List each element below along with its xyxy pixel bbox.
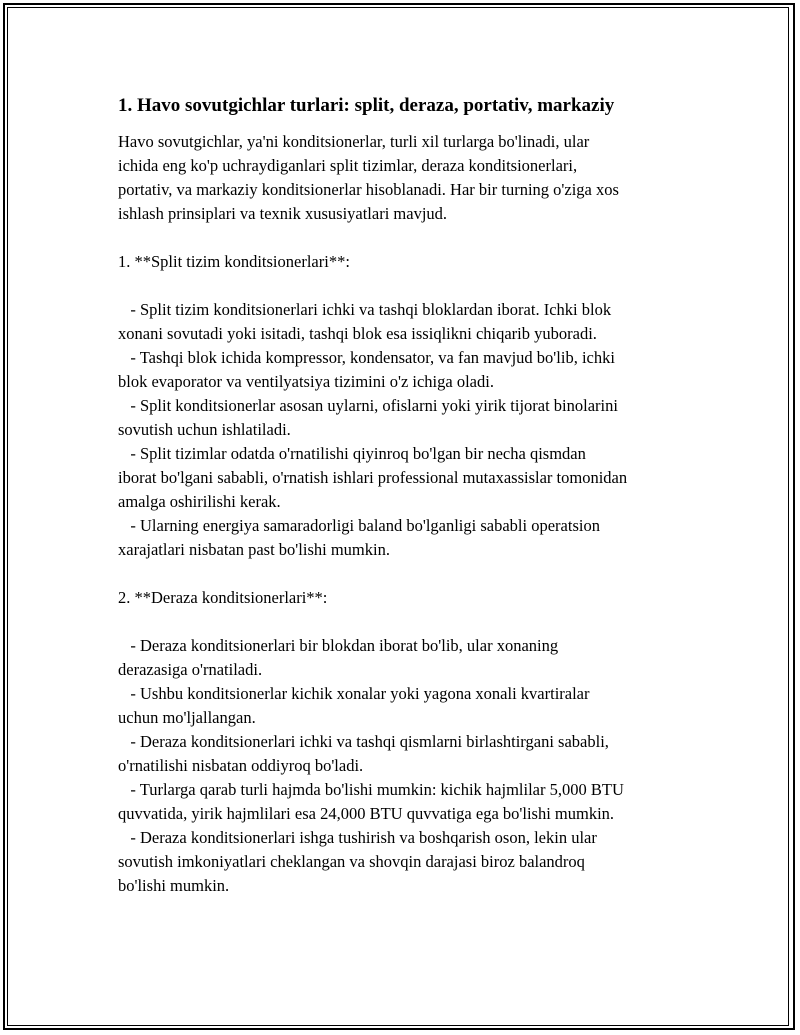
section-line: - Split tizimlar odatda o'rnatilishi qiyinroq bo'lgan bir necha qismdan [118, 444, 586, 463]
spacer [118, 274, 718, 298]
intro-paragraph [118, 130, 718, 226]
section-line: - Ularning energiya samaradorligi baland bo'lganligi sababli operatsion [118, 516, 600, 535]
spacer [118, 562, 718, 586]
spacer [118, 610, 718, 634]
section-line: xonani sovutadi yoki isitadi, tashqi blok esa issiqlikni chiqarib yuboradi. [118, 324, 597, 343]
section-line: - Tashqi blok ichida kompressor, kondensator, va fan mavjud bo'lib, ichki [118, 348, 615, 367]
section-line: - Split konditsionerlar asosan uylarni, ofislarni yoki yirik tijorat binolarini [118, 396, 618, 415]
section-line: sovutish imkoniyatlari cheklangan va shovqin darajasi biroz balandroq [118, 852, 585, 871]
document-body [118, 94, 718, 898]
section-line: - Split tizim konditsionerlari ichki va tashqi bloklardan iborat. Ichki blok [118, 300, 612, 319]
section-line: - Deraza konditsionerlari bir blokdan iborat bo'lib, ular xonaning [118, 636, 559, 655]
section-heading: 1. **Split tizim konditsionerlari**: [118, 252, 350, 271]
intro-line: ishlash prinsiplari va texnik xususiyatlari mavjud. [118, 204, 448, 223]
intro-line: portativ, va markaziy konditsionerlar hisoblanadi. Har bir turning o'ziga xos [118, 180, 619, 199]
spacer [118, 226, 718, 250]
section-heading: 2. **Deraza konditsionerlari**: [118, 588, 328, 607]
document-title: 1. Havo sovutgichlar turlari: split, deraza, portativ, markaziy [118, 95, 615, 116]
section-line: blok evaporator va ventilyatsiya tizimini o'z ichiga oladi. [118, 372, 494, 391]
section-line: - Deraza konditsionerlari ichki va tashqi qismlarni birlashtirgani sababli, [118, 732, 609, 751]
section-line: amalga oshirilishi kerak. [118, 492, 281, 511]
section-line: - Deraza konditsionerlari ishga tushirish va boshqarish oson, lekin ular [118, 828, 597, 847]
section-deraza [118, 586, 718, 898]
section-line: iborat bo'lgani sababli, o'rnatish ishlari professional mutaxassislar tomonidan [118, 468, 628, 487]
section-line: uchun mo'ljallangan. [118, 708, 256, 727]
section-line: o'rnatilishi nisbatan oddiyroq bo'ladi. [118, 756, 364, 775]
section-line: bo'lishi mumkin. [118, 876, 230, 895]
section-split [118, 250, 718, 562]
section-line: sovutish uchun ishlatiladi. [118, 420, 291, 439]
section-line: - Turlarga qarab turli hajmda bo'lishi mumkin: kichik hajmlilar 5,000 BTU [118, 780, 624, 799]
section-line: derazasiga o'rnatiladi. [118, 660, 263, 679]
intro-line: ichida eng ko'p uchraydiganlari split tizimlar, deraza konditsionerlari, [118, 156, 578, 175]
intro-line: Havo sovutgichlar, ya'ni konditsionerlar, turli xil turlarga bo'linadi, ular [118, 132, 590, 151]
section-line: quvvatida, yirik hajmlilari esa 24,000 BTU quvvatiga ega bo'lishi mumkin. [118, 804, 615, 823]
section-line: xarajatlari nisbatan past bo'lishi mumkin. [118, 540, 390, 559]
section-line: - Ushbu konditsionerlar kichik xonalar yoki yagona xonali kvartiralar [118, 684, 590, 703]
